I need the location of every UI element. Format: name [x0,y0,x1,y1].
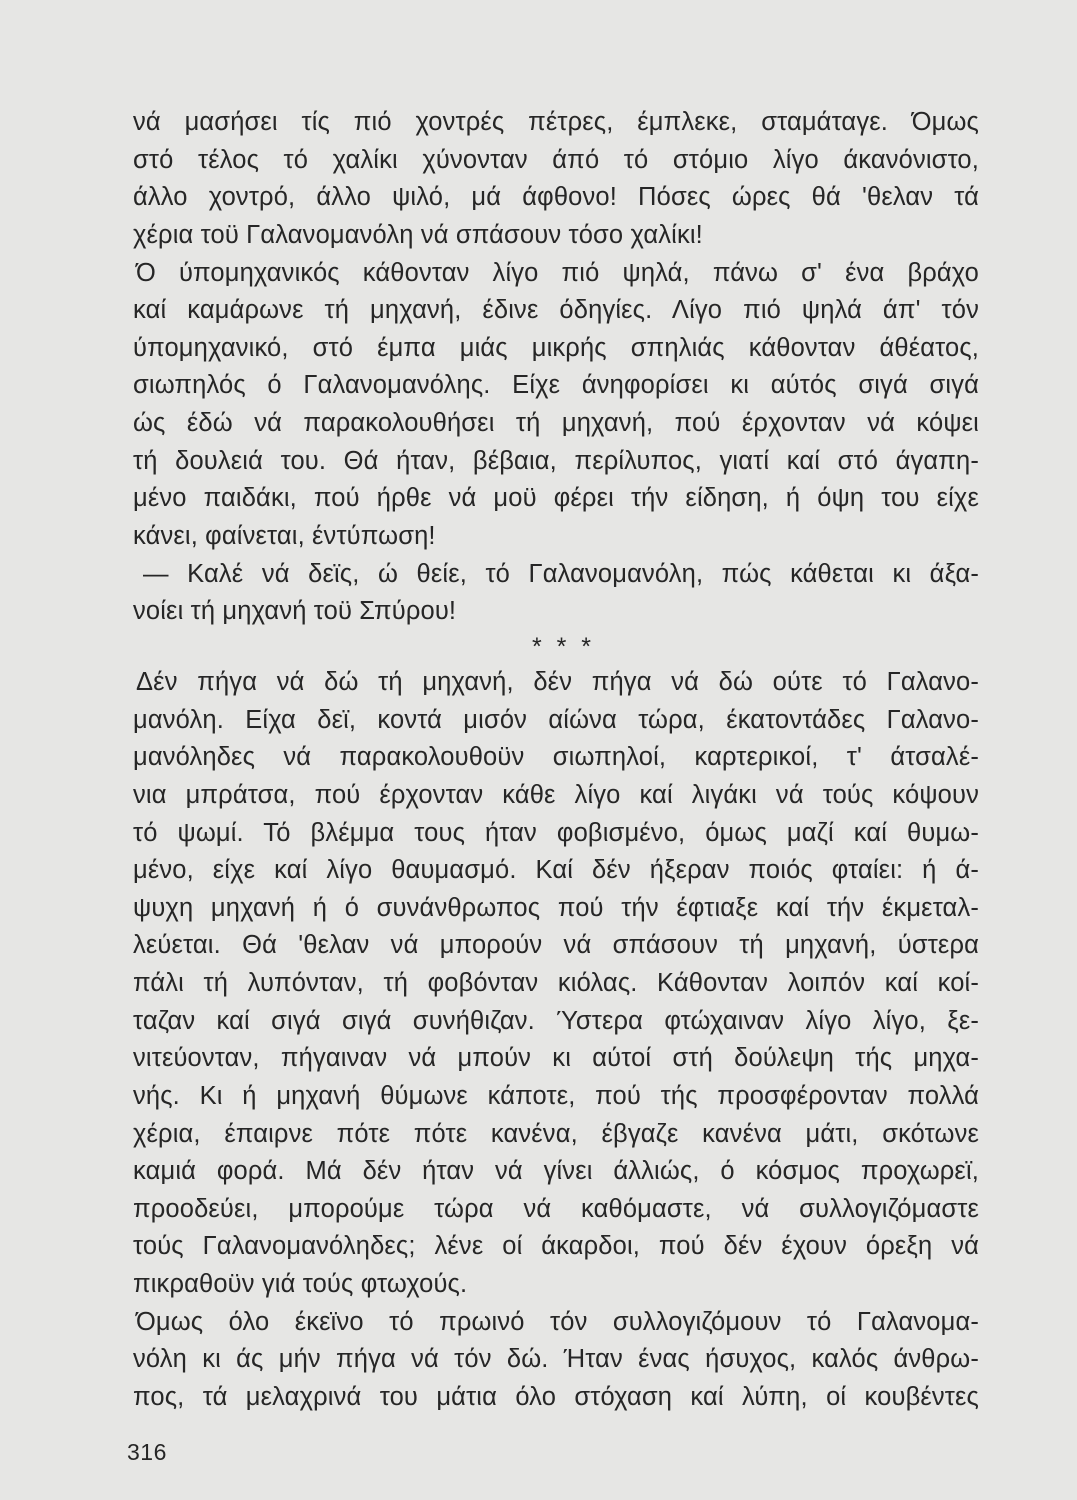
text-line: σιωπηλός ό Γαλανομανόλης. Είχε άνηφορίσει κι αύτός σιγά σιγά [133,371,979,399]
text-line: καμιά φορά. Μά δέν ήταν νά γίνει άλλιώς, ό κόσμος προχωρεϊ, [133,1157,979,1185]
text-line: τό ψωμί. Τό βλέμμα τους ήταν φοβισμένο, όμως μαζί καί θυμω- [133,819,979,847]
text-line: νιτεύονταν, πήγαιναν νά μπούν κι αύτοί στή δούλεψη τής μηχα- [133,1044,979,1072]
text-line: νοίει τή μηχανή τοϋ Σπύρου! [133,597,457,625]
text-line: προοδεύει, μπορούμε τώρα νά καθόμαστε, νά συλλογιζόμαστε [133,1195,979,1223]
text-line: ψυχη μηχανή ή ό συνάνθρωπος πού τήν έφτιαξε καί τήν έκμεταλ- [133,894,979,922]
paragraph-start-line: Δέν πήγα νά δώ τή μηχανή, δέν πήγα νά δώ ούτε τό Γαλανο- [136,668,979,696]
text-line: μένο παιδάκι, πού ήρθε νά μοϋ φέρει τήν είδηση, ή όψη του είχε [133,484,979,512]
text-line: ταζαν καί σιγά σιγά συνήθιζαν. Ύστερα φτώχαιναν λίγο λίγο, ξε- [133,1007,979,1035]
text-line: μανόλη. Είχα δεϊ, κοντά μισόν αίώνα τώρα, έκατοντάδες Γαλανο- [133,706,979,734]
text-line: νια μπράτσα, πού έρχονταν κάθε λίγο καί λιγάκι νά τούς κόψουν [133,781,979,809]
text-line: μένο, είχε καί λίγο θαυμασμό. Καί δέν ήξεραν ποιός φταίει: ή ά- [133,856,979,884]
text-line: πικραθοϋν γιά τούς φτωχούς. [133,1270,468,1298]
paragraph-start-line: Όμως όλο έκεϊνο τό πρωινό τόν συλλογιζόμουν τό Γαλανομα- [136,1308,979,1336]
text-line: νόλη κι άς μήν πήγα νά τόν δώ. Ήταν ένας ήσυχος, καλός άνθρω- [133,1345,979,1373]
text-line: λεύεται. Θά 'θελαν νά μπορούν νά σπάσουν τή μηχανή, ύστερα [133,931,979,959]
paragraph-start-line: Ό ύπομηχανικός κάθονταν λίγο πιό ψηλά, πάνω σ' ένα βράχο [136,259,979,287]
text-line: νά μασήσει τίς πιό χοντρές πέτρες, έμπλεκε, σταμάταγε. Όμως [133,108,979,136]
text-line: καί καμάρωνε τή μηχανή, έδινε όδηγίες. Λίγο πιό ψηλά άπ' τόν [133,296,979,324]
page-number: 316 [127,1439,167,1465]
text-line: τούς Γαλανομανόληδες; λένε οί άκαρδοι, πού δέν έχουν όρεξη νά [133,1232,979,1260]
text-line: χέρια, έπαιρνε πότε πότε κανένα, έβγαζε κανένα μάτι, σκότωνε [133,1120,979,1148]
dialogue-line: — Καλέ νά δεϊς, ώ θείε, τό Γαλανομανόλη, πώς κάθεται κι άξα- [143,560,979,588]
section-break: * * * [531,633,596,661]
text-line: νής. Κι ή μηχανή θύμωνε κάποτε, πού τής προσφέρονταν πολλά [133,1082,979,1110]
text-line: χέρια τοϋ Γαλανομανόλη νά σπάσουν τόσο χαλίκι! [133,221,703,249]
text-line: μανόληδες νά παρακολουθοϋν σιωπηλοί, καρτερικοί, τ' άτσαλέ- [133,743,979,771]
text-line: ύπομηχανικό, στό έμπα μιάς μικρής σπηλιάς κάθονταν άθέατος, [133,334,979,362]
text-line: κάνει, φαίνεται, έντύπωση! [133,522,436,550]
text-line: τή δουλειά του. Θά ήταν, βέβαια, περίλυπος, γιατί καί στό άγαπη- [133,447,979,475]
text-line: στό τέλος τό χαλίκι χύνονταν άπό τό στόμιο λίγο άκανόνιστο, [133,146,979,174]
text-line: άλλο χοντρό, άλλο ψιλό, μά άφθονο! Πόσες ώρες θά 'θελαν τά [133,183,979,211]
text-line: πος, τά μελαχρινά του μάτια όλο στόχαση καί λύπη, οί κουβέντες [133,1383,979,1411]
text-line: ώς έδώ νά παρακολουθήσει τή μηχανή, πού έρχονταν νά κόψει [133,409,979,437]
text-line: πάλι τή λυπόνταν, τή φοβόνταν κιόλας. Κάθονταν λοιπόν καί κοί- [133,969,979,997]
